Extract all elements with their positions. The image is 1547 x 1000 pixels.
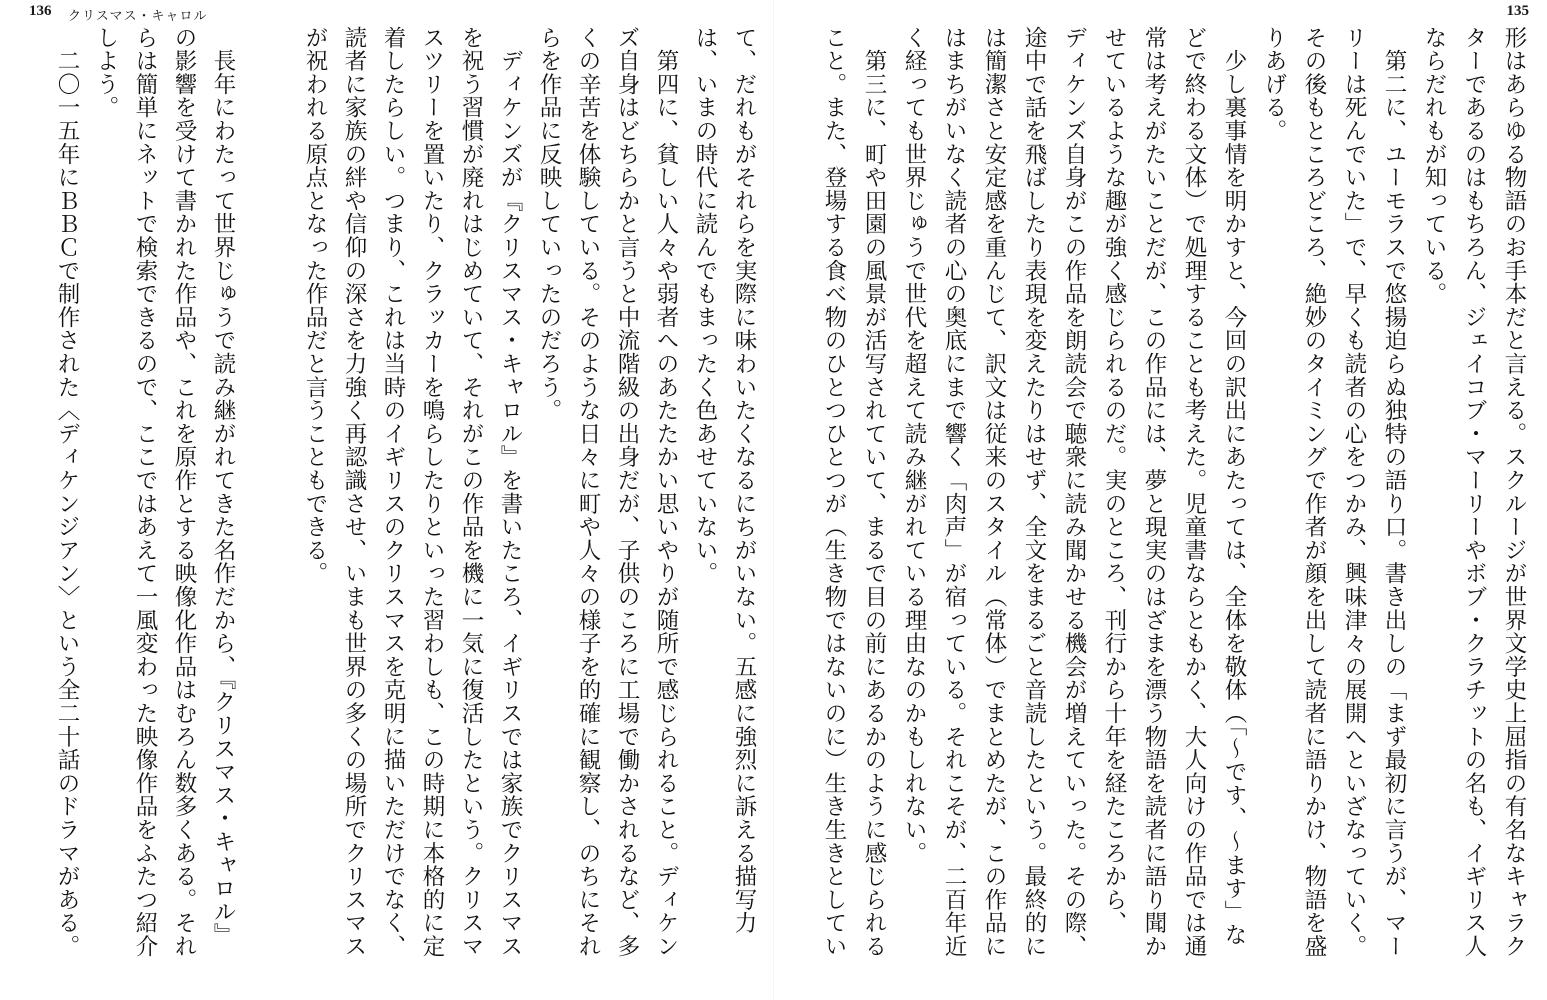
text-column: 途中で話を飛ばしたり表現を変えたりはせず、全文をまるごと音読したという。最終的に	[1021, 26, 1047, 958]
text-column: ズ自身はどちらかと言うと中流階級の出身だが、子供のころに工場で働かされるなど、多	[614, 26, 640, 958]
text-column: くの辛苦を体験している。そのような日々に町や人々の様子を的確に観察し、のちにそれ	[575, 26, 601, 958]
text-column: く経っても世界じゅうで世代を超えて読み継がれている理由なのかもしれない。	[901, 26, 927, 865]
text-column: を祝う習慣が廃れはじめていて、それがこの作品を機に一気に復活したという。クリスマ	[458, 26, 484, 958]
text-column: リーは死んでいた」で、早くも読者の心をつかみ、興味津々の展開へといざなっていく。	[1341, 26, 1367, 958]
text-column: て、だれもがそれらを実際に味わいたくなるにちがいない。五感に強烈に訴える描写力	[731, 26, 757, 935]
text-column: 常は考えがたいことだが、この作品には、夢と現実のはざまを漂う物語を読者に語り聞か	[1141, 26, 1167, 958]
text-column: りあげる。	[1261, 26, 1287, 143]
text-column: こと。また、登場する食べ物のひとつひとつが（生き物ではないのに）生き生きとしてい	[821, 26, 847, 958]
text-column: 長年にわたって世界じゅうで読み継がれてきた名作だから、『クリスマス・キャロル』	[210, 26, 236, 947]
text-column: ならだれもが知っている。	[1421, 26, 1447, 306]
text-column: その後もところどころ、絶妙のタイミングで作者が顔を出して読者に語りかけ、物語を盛	[1301, 26, 1327, 958]
text-column: 読者に家族の絆や信仰の深さを力強く再認識させ、いまも世界の多くの場所でクリスマス	[341, 26, 367, 958]
text-column: ディケンズ自身がこの作品を朗読会で聴衆に読み聞かせる機会が増えていった。その際、	[1061, 26, 1087, 958]
text-column: どで終わる文体）で処理することも考えた。児童書ならともかく、大人向けの作品では通	[1181, 26, 1207, 958]
text-column: 着したらしい。つまり、これは当時のイギリスのクリスマスを克明に描いただけでなく、	[380, 26, 406, 958]
text-column: しよう。	[93, 26, 119, 120]
text-column: 少し裏事情を明かすと、今回の訳出にあたっては、全体を敬体（「〜です、〜ます」な	[1221, 26, 1247, 947]
section-break	[259, 26, 293, 996]
text-column: ターであるのはもちろん、ジェイコブ・マーリーやボブ・クラチットの名も、イギリス人	[1461, 26, 1487, 958]
text-column: は、いまの時代に読んでもまったく色あせていない。	[692, 26, 718, 586]
text-column: の影響を受けて書かれた作品や、これを原作とする映像化作品はむろん数多くある。それ	[171, 26, 197, 958]
text-column: は簡潔さと安定感を重んじて、訳文は従来のスタイル（常体）でまとめたが、この作品に	[981, 26, 1007, 958]
left-page-number: 136	[29, 3, 52, 19]
text-column: 第三に、町や田園の風景が活写されていて、まるで目の前にあるかのように感じられる	[861, 26, 887, 958]
running-title: クリスマス・キャロル	[68, 8, 208, 23]
text-column: 形はあらゆる物語のお手本だと言える。スクルージが世界文学史上屈指の有名なキャラク	[1501, 26, 1527, 958]
text-column: らは簡単にネットで検索できるので、ここではあえて一風変わった映像作品をふたつ紹介	[132, 26, 158, 958]
text-column: 二〇一五年にＢＢＣで制作された〈ディケンジアン〉という全二十話のドラマがある。	[54, 26, 80, 958]
text-column: 第四に、貧しい人々や弱者へのあたたかい思いやりが随所で感じられること。ディケン	[653, 26, 679, 958]
text-column: せているような趣が強く感じられるのだ。実のところ、刊行から十年を経たころから、	[1101, 26, 1127, 935]
text-column: スツリーを置いたり、クラッカーを鳴らしたりといった習わしも、この時期に本格的に定	[419, 26, 445, 958]
text-column: が祝われる原点となった作品だと言うこともできる。	[302, 26, 328, 586]
text-column: 第二に、ユーモラスで悠揚迫らぬ独特の語り口。書き出しの「まず最初に言うが、マー	[1381, 26, 1407, 958]
right-page-number: 135	[1506, 3, 1529, 19]
page-gutter	[773, 0, 774, 1000]
text-column: らを作品に反映していったのだろう。	[536, 26, 562, 423]
text-column: はまちがいなく読者の心の奥底にまで響く「肉声」が宿っている。それこそが、二百年近	[941, 26, 967, 958]
text-column: ディケンズが『クリスマス・キャロル』を書いたころ、イギリスでは家族でクリスマス	[497, 26, 523, 958]
